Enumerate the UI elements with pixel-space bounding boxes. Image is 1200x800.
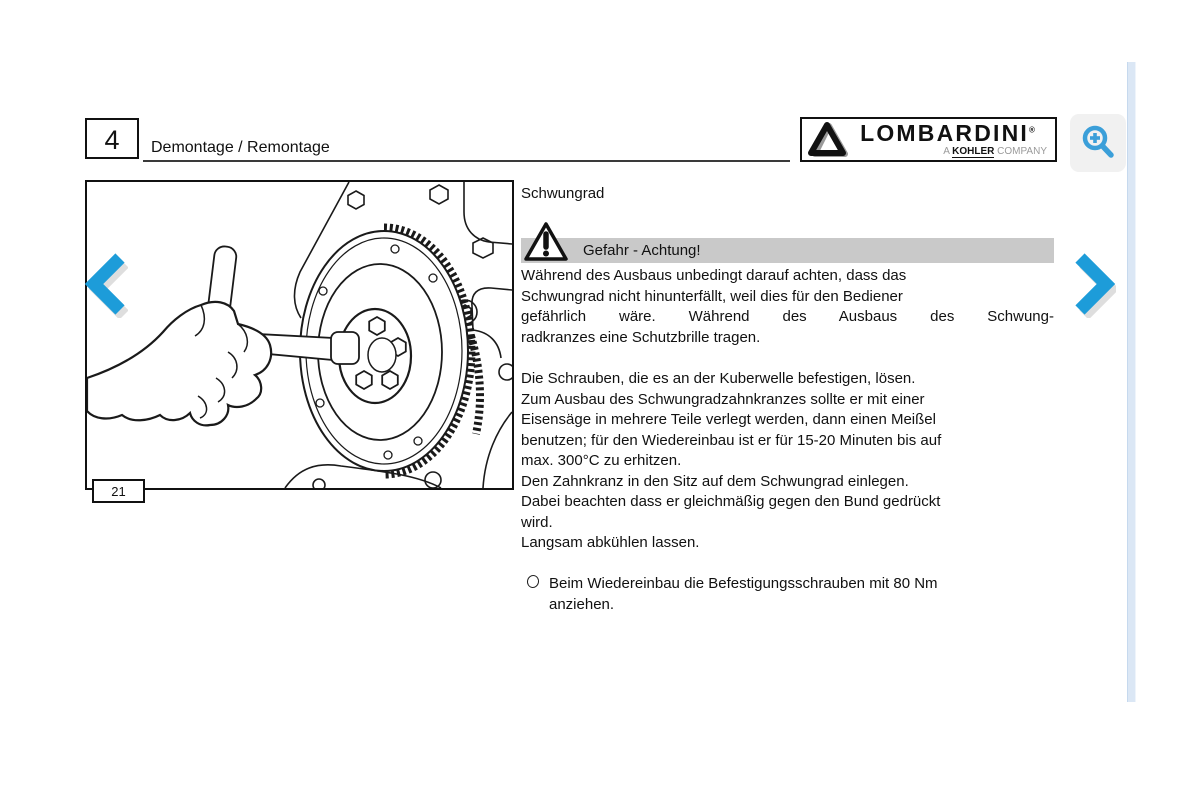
scrollbar[interactable]: [1127, 62, 1136, 702]
registered-mark: ®: [1029, 125, 1035, 135]
body-text-line: Langsam abkühlen lassen.: [521, 534, 700, 551]
magnifier-plus-icon: [1080, 124, 1116, 162]
title-divider: [143, 160, 790, 162]
warning-text-line: gefährlich wäre. Während des Ausbaus des Schwung-: [521, 308, 1054, 325]
body-text-line: max. 300°C zu erhitzen.: [521, 452, 682, 469]
logo-brand-text: LOMBARDINI®: [860, 120, 1035, 146]
body-text-line: Die Schrauben, die es an der Kuberwelle befestigen, lösen.: [521, 370, 916, 387]
body-text-line: Eisensäge in mehrere Teile verlegt werden, dann einen Meißel: [521, 411, 936, 428]
flywheel-illustration-image: [87, 182, 512, 488]
bullet-text-line: anziehen.: [549, 596, 615, 613]
section-title: Demontage / Remontage: [151, 139, 330, 156]
chevron-left-icon: [84, 252, 128, 318]
bullet-item: [521, 573, 1054, 615]
figure-number-box: 21: [92, 479, 145, 503]
circle-bullet-icon: [526, 574, 540, 589]
figure-frame: [85, 180, 514, 490]
body-text-line: Dabei beachten dass er gleichmäßig gegen den Bund gedrückt: [521, 493, 941, 510]
lombardini-logo: [800, 117, 1057, 162]
warning-title-bar: Gefahr - Achtung!: [521, 238, 1054, 263]
body-text-line: benutzen; für den Wiedereinbau ist er für 15-20 Minuten bis auf: [521, 431, 942, 449]
zoom-button[interactable]: [1070, 114, 1126, 172]
warning-triangle-icon: [523, 221, 569, 263]
lombardini-triangle-icon: [808, 121, 848, 159]
chapter-number-box: 4: [85, 118, 139, 159]
next-page-button[interactable]: [1072, 252, 1116, 318]
warning-text-line: radkranzes eine Schutzbrille tragen.: [521, 328, 761, 346]
body-text-line: Den Zahnkranz in den Sitz auf dem Schwungrad einlegen.: [521, 472, 909, 490]
body-text-line: Zum Ausbau des Schwungradzahnkranzes sollte er mit einer: [521, 390, 925, 408]
prev-page-button[interactable]: [84, 252, 128, 318]
logo-tagline: A KOHLER COMPANY: [943, 146, 1047, 157]
body-text-line: wird.: [521, 513, 553, 531]
content-heading: Schwungrad: [521, 185, 605, 202]
paragraph-gap: [521, 348, 1054, 369]
chevron-right-icon: [1072, 252, 1116, 318]
warning-text-line: Während des Ausbaus unbedingt darauf achten, dass das: [521, 267, 907, 284]
body-text: [521, 266, 1054, 554]
warning-text-line: Schwungrad nicht hinunterfällt, weil dies für den Bediener: [521, 287, 903, 305]
bullet-text-line: Beim Wiedereinbau die Befestigungsschrauben mit 80 Nm: [549, 575, 938, 592]
